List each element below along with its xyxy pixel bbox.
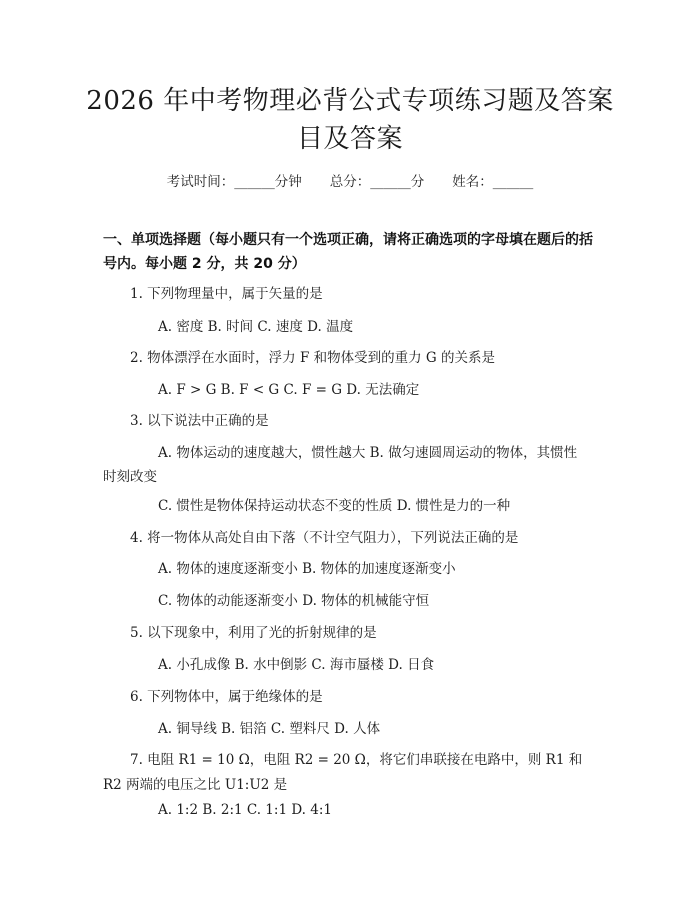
question-options-continued: 时刻改变 (103, 469, 157, 485)
question-options: A. 铜导线 B. 铝箔 C. 塑料尺 D. 人体 (158, 721, 381, 737)
student-name-field: 姓名：______ (452, 174, 534, 190)
question-stem: 2. 物体漂浮在水面时，浮力 F 和物体受到的重力 G 的关系是 (130, 350, 495, 366)
section-heading-line2: 号内。每小题 2 分，共 20 分） (103, 256, 306, 272)
page-title: 2026 年中考物理必背公式专项练习题及答案 (86, 86, 614, 116)
question-options: C. 惯性是物体保持运动状态不变的性质 D. 惯性是力的一种 (158, 498, 511, 514)
section-heading-line1: 一、单项选择题（每小题只有一个选项正确，请将正确选项的字母填在题后的括 (103, 232, 593, 248)
question-options: A. 物体的速度逐渐变小 B. 物体的加速度逐渐变小 (158, 561, 456, 577)
question-options: A. 密度 B. 时间 C. 速度 D. 温度 (158, 319, 354, 335)
question-stem: 6. 下列物体中，属于绝缘体的是 (130, 689, 323, 705)
question-options: A. 1:2 B. 2:1 C. 1:1 D. 4:1 (158, 802, 332, 818)
exam-score-field: 总分：______分 (329, 174, 425, 190)
exam-time-field: 考试时间：______分钟 (166, 174, 302, 190)
question-options: A. F > G B. F < G C. F = G D. 无法确定 (158, 382, 420, 398)
question-stem: 7. 电阻 R1 = 10 Ω，电阻 R2 = 20 Ω，将它们串联接在电路中，则 R1 和 (130, 752, 583, 768)
exam-info (0, 170, 700, 190)
question-options: A. 小孔成像 B. 水中倒影 C. 海市蜃楼 D. 日食 (158, 657, 435, 673)
question-stem: 1. 下列物理量中，属于矢量的是 (130, 286, 323, 302)
section-heading (103, 228, 603, 276)
question-stem: 5. 以下现象中，利用了光的折射规律的是 (130, 625, 377, 641)
question-stem: 3. 以下说法中正确的是 (130, 413, 269, 429)
question-stem: 4. 将一物体从高处自由下落（不计空气阻力），下列说法正确的是 (130, 530, 519, 546)
question-stem-continued: R2 两端的电压之比 U1:U2 是 (103, 777, 288, 793)
question-options: A. 物体运动的速度越大，惯性越大 B. 做匀速圆周运动的物体，其惯性 (158, 445, 578, 461)
page-title-continued: 目及答案 (296, 124, 403, 154)
question-options: C. 物体的动能逐渐变小 D. 物体的机械能守恒 (158, 593, 430, 609)
